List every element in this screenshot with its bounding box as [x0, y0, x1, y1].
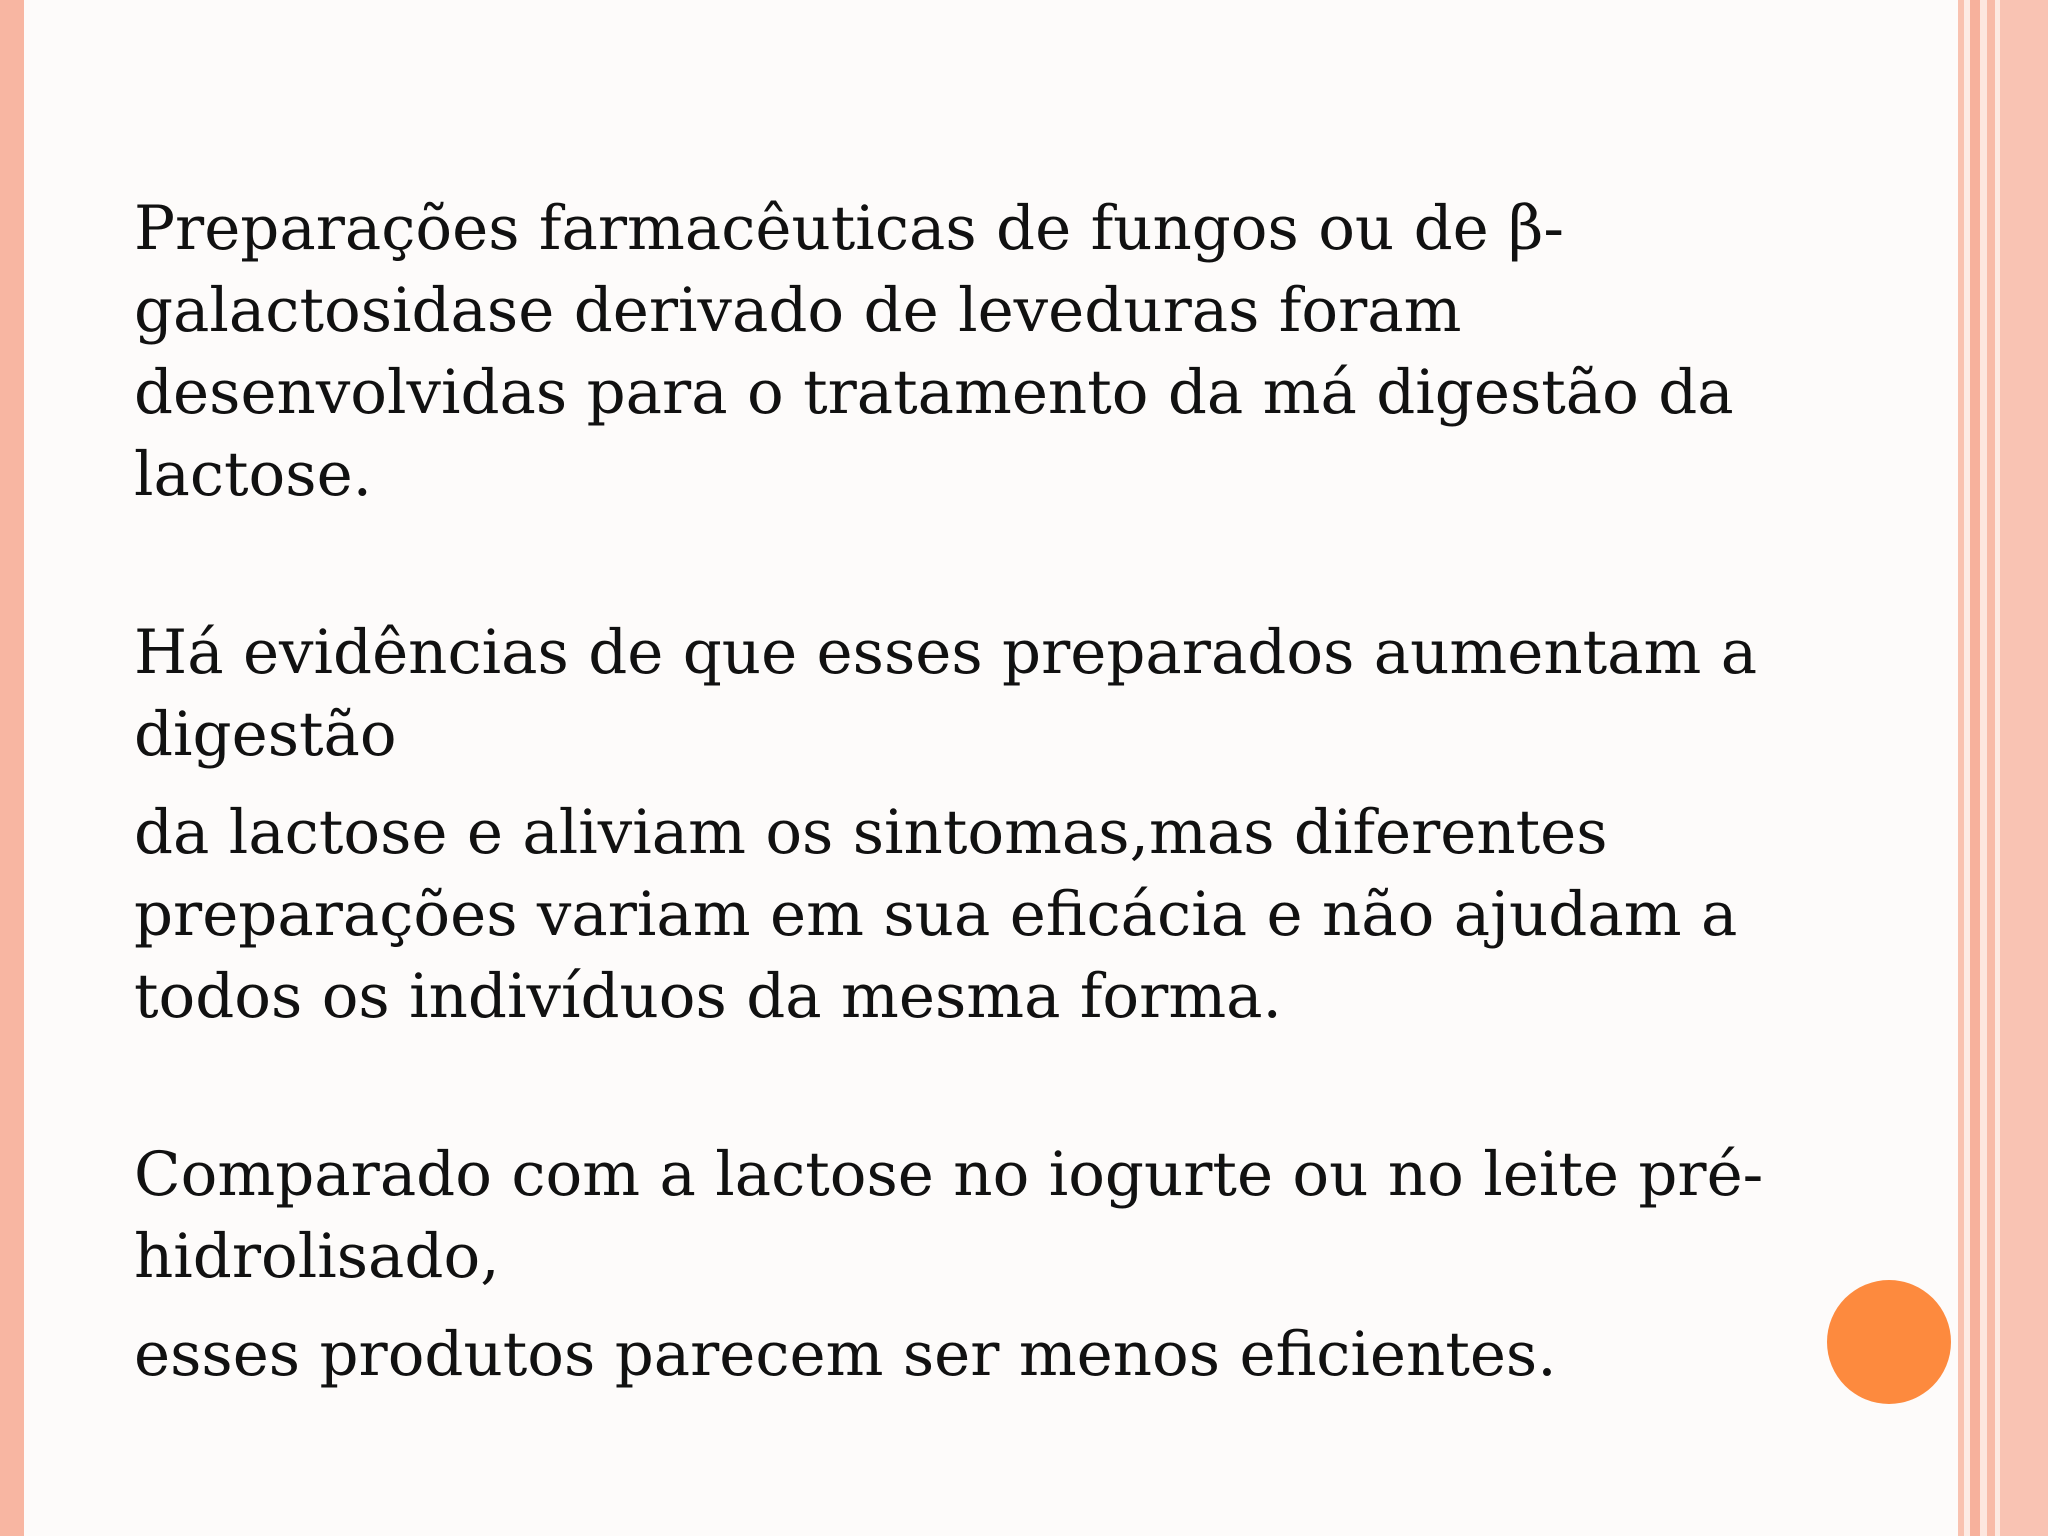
text-line: todos os indivíduos da mesma forma. — [134, 961, 1282, 1032]
text-line: galactosidase derivado de leveduras foram — [134, 275, 1462, 346]
right-border-stripe — [1980, 0, 1987, 1536]
slide-body — [134, 188, 1934, 1396]
paragraph-spacer — [134, 1038, 1934, 1134]
text-line: hidrolisado, — [134, 1221, 500, 1292]
text-line: preparações variam em sua eficácia e não ajudam a — [134, 879, 1738, 950]
right-border-stripe — [2000, 0, 2048, 1536]
text-line: Preparações farmacêuticas de fungos ou de β- — [134, 193, 1565, 264]
paragraph-preparations — [134, 188, 1934, 516]
left-border-stripe — [0, 0, 24, 1536]
text-line: lactose. — [134, 439, 373, 510]
text-line: esses produtos parecem ser menos eficientes. — [134, 1319, 1557, 1390]
paragraph-comparison — [134, 1134, 1934, 1298]
right-border-stripe — [1987, 0, 1995, 1536]
paragraph-spacer — [134, 776, 1934, 792]
text-line: digestão — [134, 699, 397, 770]
paragraph-conclusion — [134, 1314, 1934, 1396]
paragraph-spacer — [134, 1298, 1934, 1314]
paragraph-spacer — [134, 516, 1934, 612]
text-line: da lactose e aliviam os sintomas,mas diferentes — [134, 797, 1608, 868]
right-border-stripe — [1970, 0, 1980, 1536]
text-line: desenvolvidas para o tratamento da má digestão da — [134, 357, 1734, 428]
text-line: Há evidências de que esses preparados aumentam a — [134, 617, 1758, 688]
paragraph-symptoms — [134, 792, 1934, 1038]
paragraph-evidence — [134, 612, 1934, 776]
text-line: Comparado com a lactose no iogurte ou no leite pré- — [134, 1139, 1764, 1210]
